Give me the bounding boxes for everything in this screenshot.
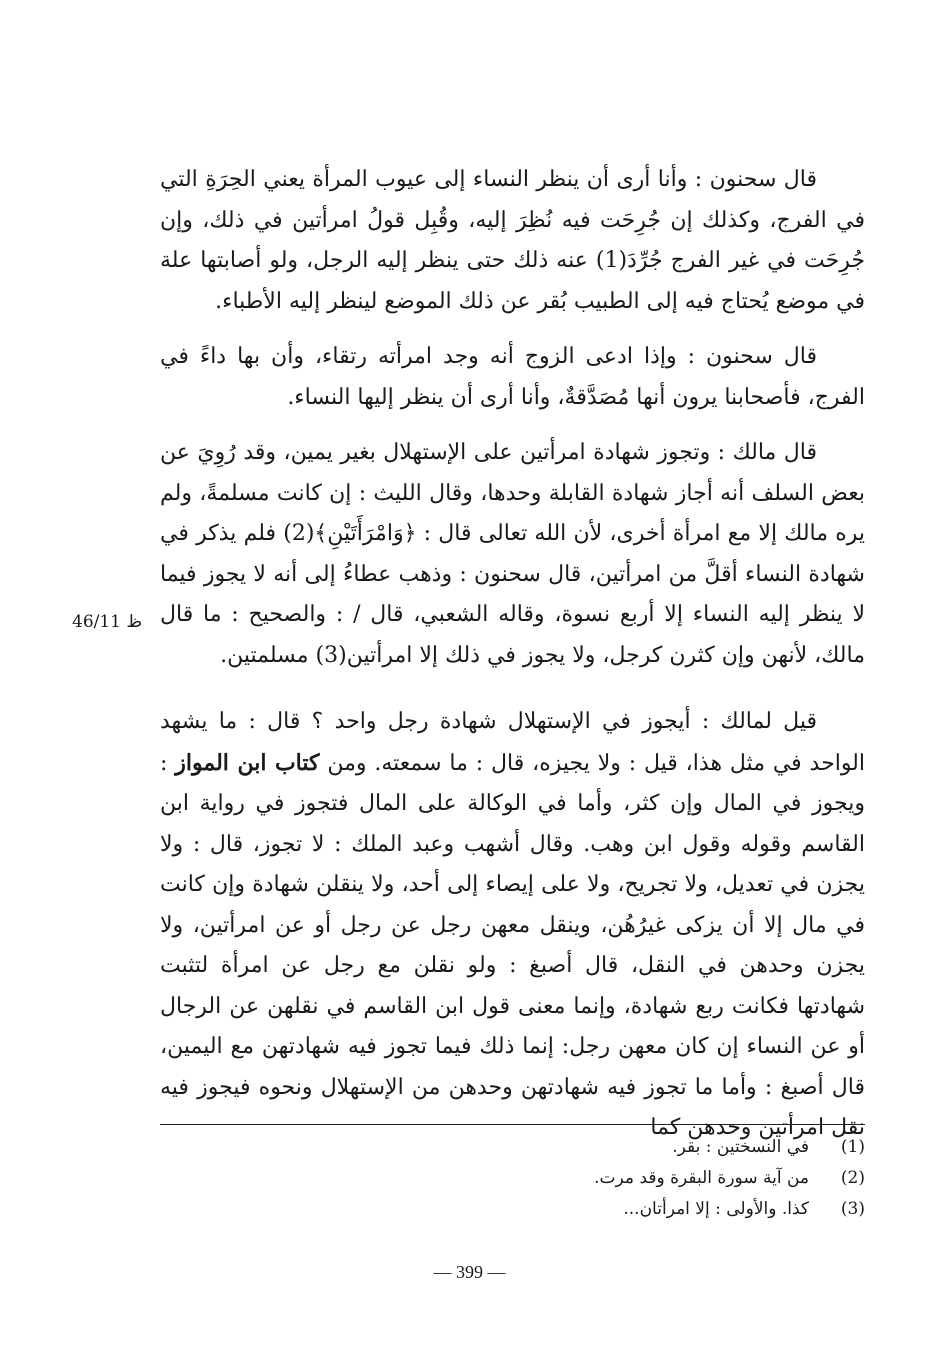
footnote-1 bbox=[160, 1132, 865, 1163]
footnote-2 bbox=[160, 1163, 865, 1194]
footnote-number: (1) bbox=[840, 1137, 865, 1157]
page-number: — 399 — bbox=[433, 1262, 506, 1282]
paragraph-2: قال سحنون : وإذا ادعى الزوج أنه وجد امرأته رتقاء، وأن بها داءً في الفرج، فأصحابنا يرون أنها مُصَدَّقةٌ، وأنا أرى أن ينظر إليها النساء. bbox=[160, 344, 865, 410]
paragraph-4 bbox=[160, 702, 865, 1149]
manuscript-folio-marker: 46/11 ظ bbox=[72, 612, 143, 632]
main-text bbox=[160, 160, 865, 1149]
paragraph-4-bold-source: كتاب ابن المواز bbox=[175, 749, 320, 776]
paragraph-3: قال مالك : وتجوز شهادة امرأتين على الإستهلال بغير يمين، وقد رُوِيَ عن بعض السلف أنه أجاز شهادة القابلة وحدها، وقال الليث : إن كانت مسلمةً، ولم يره مالك إلا مع امرأة أخرى، لأن الله تعالى قال : ﴿وَامْرَأَتَيْنِ﴾(2) فلم يذكر في شهادة النساء أقلَّ من امرأتين، قال سحنون : وذهب عطاءُ إلى أنه لا يجوز فيما لا ينظر إليه النساء إلا أربع نسوة، وقاله الشعبي، قال / : والصحيح : ما قال مالك، لأنهن وإن كثرن كرجل، ولا يجوز في ذلك إلا امرأتين(3) مسلمتين. bbox=[160, 440, 866, 668]
paragraph-1: قال سحنون : وأنا أرى أن ينظر النساء إلى عيوب المرأة يعني الحِرَةِ التي في الفرج، وكذلك إن جُرِحَت فيه نُظِرَ إليه، وقُبِل قولُ امرأتين في ذلك، وإن جُرِحَت في غير الفرج جُرِّدَ(1) عنه ذلك حتى ينظر إليه الرجل، ولو أصابتها علة في موضع يُحتاج فيه إلى الطبيب بُقر عن ذلك الموضع لينظر إليه الأطباء. bbox=[160, 167, 865, 314]
footnote-3 bbox=[160, 1194, 865, 1225]
paragraph-4-text-b: : ويجوز في المال وإن كثر، وأما في الوكالة على المال فتجوز في رواية ابن القاسم وقوله وقول ابن وهب. وقال أشهب وعبد الملك : لا تجوز، قال : ولا يجزن في تعديل، ولا تجريح، ولا على إيصاء إلى أحد، ولا ينقلن شهادة وإن كانت في مال إلا أن يزكى غيرُهُن، وينقل معهن رجل عن رجل أو عن امرأتين، ولا يجزن وحدهن في النقل، قال أصبغ : ولو نقلن مع رجل عن امرأة لتثبت شهادتها فكانت ربع شهادة، وإنما معنى قول ابن القاسم في نقلهن عن الرجال أو عن النساء إن كان معهن رجل: إنما ذلك فيما تجوز فيه شهادتهن مع اليمين، قال أصبغ : وأما ما تجوز فيه شهادتهن وحدهن من الإستهلال ونحوه فيجوز فيه نقل امرأتين وحدهن كما bbox=[160, 750, 865, 1140]
footnotes bbox=[160, 1132, 865, 1225]
footnote-text: كذا. والأولى : إلا امرأتان... bbox=[623, 1199, 809, 1219]
footnote-text: في النسختين : بقر. bbox=[672, 1137, 809, 1157]
footnote-number: (3) bbox=[840, 1199, 865, 1219]
footnote-divider bbox=[160, 1124, 865, 1125]
footnote-number: (2) bbox=[840, 1168, 865, 1188]
paragraph-4-text-a: قيل لمالك : أيجوز في الإستهلال شهادة رجل واحد ؟ قال : ما يشهد الواحد في مثل هذا، قيل : ولا يجيزه، قال : ما سمعته. ومن bbox=[160, 709, 866, 776]
footnote-text: من آية سورة البقرة وقد مرت. bbox=[594, 1168, 809, 1188]
